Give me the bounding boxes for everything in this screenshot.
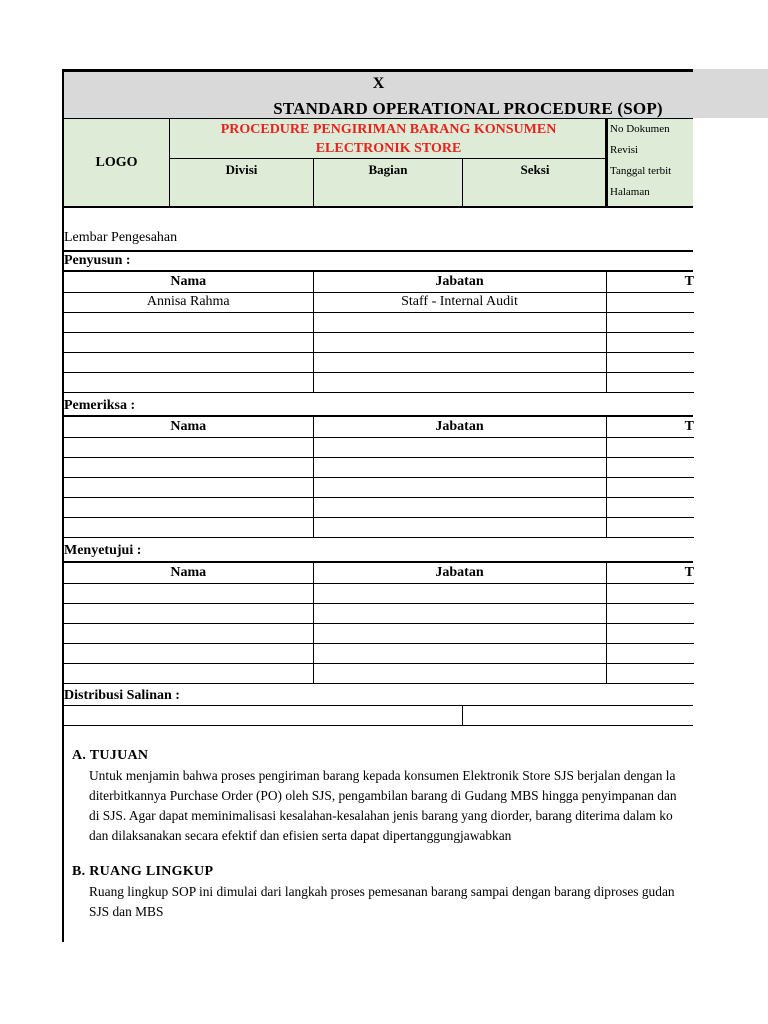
paragraph-line: di SJS. Agar dapat meminimalisasi kesalahan-kesalahan jenis barang yang diorder, barang diterima dalam ko (89, 808, 673, 823)
paragraph-line: dan dilaksanakan secara efektif dan efisien serta dapat dipertanggungjawabkan (89, 828, 512, 843)
header-tanda-tangan: T (606, 563, 694, 583)
nama-cell (63, 372, 313, 392)
ruang-lingkup-heading: B. RUANG LINGKUP (72, 864, 214, 879)
table-row (63, 332, 694, 352)
paragraph-line: Ruang lingkup SOP ini dimulai dari langkah proses pemesanan barang sampai dengan barang diproses gudan (89, 884, 675, 899)
jabatan-cell (313, 517, 606, 537)
signature-cell (606, 583, 694, 603)
jabatan-cell (313, 497, 606, 517)
table-row (63, 352, 694, 372)
header-tanda-tangan: T (606, 272, 694, 292)
jabatan-cell: Staff - Internal Audit (313, 292, 606, 312)
menyetujui-label: Menyetujui : (64, 543, 142, 558)
nama-cell (63, 603, 313, 623)
table-row (63, 623, 694, 643)
signature-cell (606, 477, 694, 497)
sop-header-top (62, 69, 693, 118)
paragraph-line: diterbitkannya Purchase Order (PO) oleh SJS, pengambilan barang di Gudang MBS hingga penyimpanan dan (89, 788, 677, 803)
divider (62, 250, 693, 252)
table-row (63, 603, 694, 623)
paragraph-line: Untuk menjamin bahwa proses pengiriman barang kepada konsumen Elektronik Store SJS berjalan dengan la (89, 768, 676, 783)
jabatan-cell (313, 457, 606, 477)
signature-cell (606, 497, 694, 517)
table-row (63, 663, 694, 683)
header-nama: Nama (63, 563, 313, 583)
header-nama: Nama (63, 272, 313, 292)
nama-cell (63, 663, 313, 683)
nama-cell (63, 457, 313, 477)
signature-cell (606, 457, 694, 477)
jabatan-cell (313, 663, 606, 683)
table-row (63, 437, 694, 457)
signature-cell (606, 643, 694, 663)
jabatan-cell (313, 437, 606, 457)
bagian-column: Bagian (314, 159, 463, 207)
distribusi-salinan-label: Distribusi Salinan : (64, 688, 180, 703)
lembar-pengesahan-label: Lembar Pengesahan (64, 230, 178, 245)
logo-placeholder: LOGO (64, 119, 170, 207)
tujuan-heading: A. TUJUAN (72, 748, 149, 763)
procedure-title-line-2: ELECTRONIK STORE (315, 141, 462, 156)
nama-cell (63, 643, 313, 663)
nama-cell (63, 477, 313, 497)
table-row (63, 517, 694, 537)
jabatan-cell (313, 583, 606, 603)
jabatan-cell (313, 623, 606, 643)
table-row (63, 643, 694, 663)
meta-tanggal-terbit: Tanggal terbit (610, 165, 672, 177)
nama-cell (63, 517, 313, 537)
signature-cell (606, 517, 694, 537)
penyusun-table (62, 272, 694, 393)
distribusi-divider (462, 706, 463, 726)
signature-cell (606, 312, 694, 332)
menyetujui-table (62, 563, 694, 684)
header-jabatan: Jabatan (313, 417, 606, 437)
seksi-column: Seksi (520, 162, 550, 177)
header-tanda-tangan: T (606, 417, 694, 437)
table-row (63, 312, 694, 332)
jabatan-cell (313, 477, 606, 497)
table-row (63, 583, 694, 603)
signature-cell (606, 372, 694, 392)
pemeriksa-table (62, 417, 694, 538)
procedure-title-line-1: PROCEDURE PENGIRIMAN BARANG KONSUMEN (220, 122, 557, 137)
nama-cell (63, 332, 313, 352)
header-jabatan: Jabatan (313, 563, 606, 583)
header-nama: Nama (63, 417, 313, 437)
company-name: X (372, 75, 385, 92)
nama-cell (63, 583, 313, 603)
nama-cell (63, 623, 313, 643)
jabatan-cell (313, 332, 606, 352)
header-divider (62, 207, 693, 209)
nama-cell (63, 497, 313, 517)
nama-cell (63, 352, 313, 372)
jabatan-cell (313, 352, 606, 372)
signature-cell (606, 663, 694, 683)
procedure-title (170, 119, 607, 159)
table-row (63, 497, 694, 517)
table-row (63, 477, 694, 497)
pemeriksa-label: Pemeriksa : (64, 398, 136, 413)
meta-halaman: Halaman (610, 186, 650, 198)
signature-cell (606, 352, 694, 372)
signature-cell (606, 603, 694, 623)
nama-cell (63, 437, 313, 457)
signature-cell (606, 292, 694, 312)
penyusun-label: Penyusun : (64, 253, 131, 268)
tujuan-paragraph (89, 766, 693, 846)
document-meta (605, 119, 695, 207)
table-row (63, 457, 694, 477)
sop-header-info (62, 118, 693, 207)
divisi-column: Divisi (170, 159, 314, 207)
nama-cell: Annisa Rahma (63, 292, 313, 312)
header-jabatan: Jabatan (313, 272, 606, 292)
jabatan-cell (313, 372, 606, 392)
sop-title: STANDARD OPERATIONAL PROCEDURE (SOP) (273, 99, 663, 118)
signature-cell (606, 437, 694, 457)
signature-cell (606, 332, 694, 352)
distribusi-table (62, 706, 693, 726)
jabatan-cell (313, 603, 606, 623)
meta-no-dokumen: No Dokumen (610, 123, 670, 135)
ruang-lingkup-paragraph (89, 882, 693, 922)
jabatan-cell (313, 643, 606, 663)
jabatan-cell (313, 312, 606, 332)
table-row (63, 292, 694, 312)
signature-cell (606, 623, 694, 643)
meta-revisi: Revisi (610, 144, 639, 156)
nama-cell (63, 312, 313, 332)
table-row (63, 372, 694, 392)
paragraph-line: SJS dan MBS (89, 904, 164, 919)
